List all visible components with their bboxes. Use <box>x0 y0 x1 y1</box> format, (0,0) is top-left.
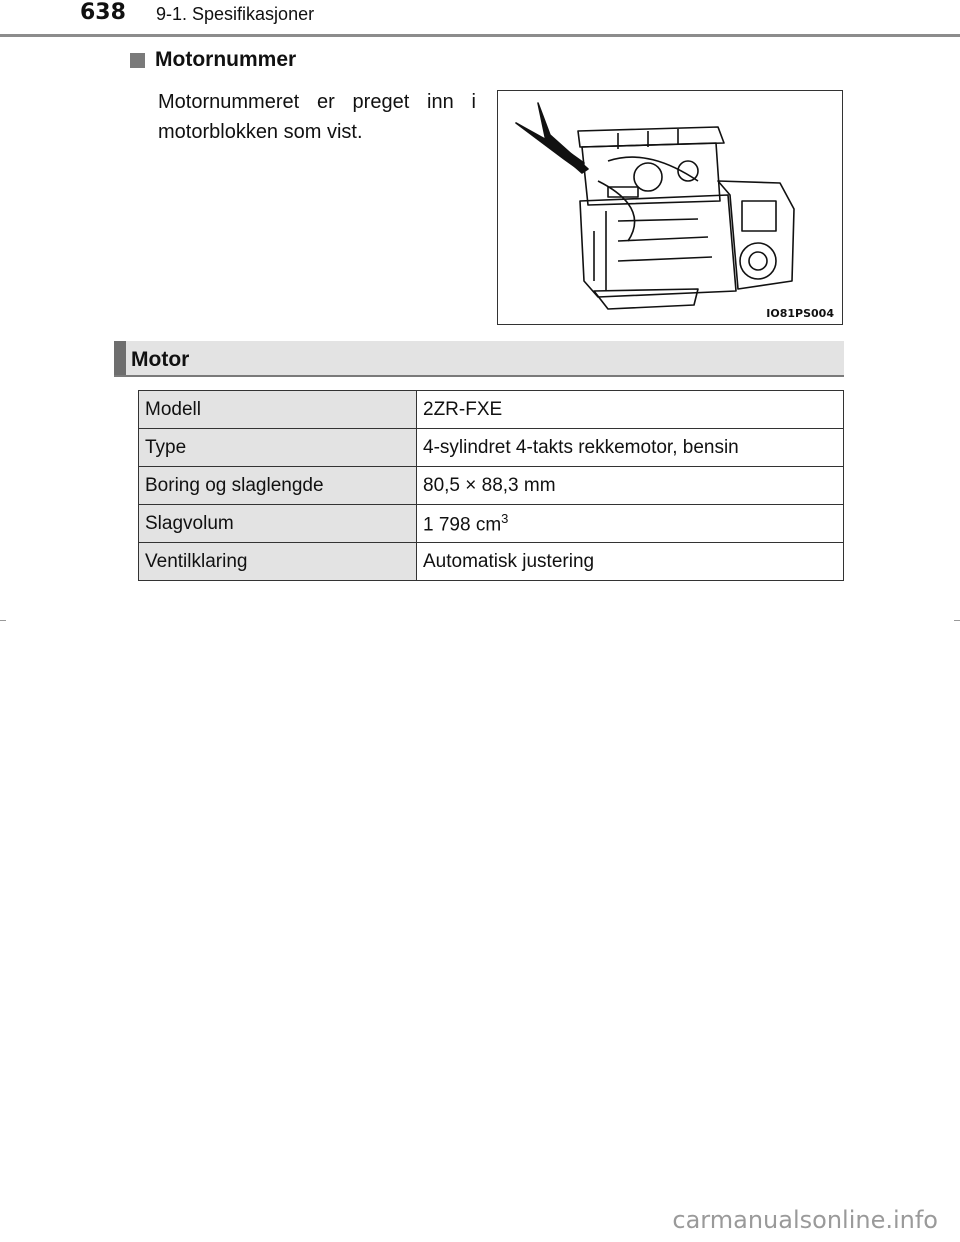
engine-figure <box>497 90 843 325</box>
row-value: 80,5 × 88,3 mm <box>417 467 844 505</box>
motor-spec-table <box>138 390 844 581</box>
bullet-square-icon <box>130 53 145 68</box>
section-title: 9-1. Spesifikasjoner <box>156 4 315 24</box>
table-row <box>139 391 844 429</box>
section-bar <box>114 341 844 377</box>
row-value-text: 1 798 cm <box>423 514 502 536</box>
row-value: Automatisk justering <box>417 543 844 581</box>
figure-code: IO81PS004 <box>766 307 834 320</box>
page-header <box>0 0 960 40</box>
superscript: 3 <box>501 510 509 526</box>
motor-section-title: Motor <box>131 348 190 371</box>
section-bar-accent <box>114 341 126 375</box>
row-value: 2ZR-FXE <box>417 391 844 429</box>
crop-mark <box>0 620 6 621</box>
row-label: Modell <box>139 391 417 429</box>
row-label: Boring og slaglengde <box>139 467 417 505</box>
row-label: Ventilklaring <box>139 543 417 581</box>
row-label: Type <box>139 429 417 467</box>
page-number: 638 <box>80 0 126 25</box>
row-value <box>417 505 844 543</box>
subsection-body: Motornummeret er preget inn i motorblokken som vist. <box>158 91 476 143</box>
table-row <box>139 505 844 543</box>
watermark: carmanualsonline.info <box>672 1206 938 1234</box>
crop-mark <box>954 620 960 621</box>
table-row <box>139 429 844 467</box>
subsection-title: Motornummer <box>155 48 297 71</box>
header-divider <box>0 34 960 37</box>
engine-illustration-icon <box>498 91 841 323</box>
table-row <box>139 467 844 505</box>
table-row <box>139 543 844 581</box>
subsection-heading <box>130 48 296 72</box>
row-value: 4-sylindret 4-takts rekkemotor, bensin <box>417 429 844 467</box>
row-label: Slagvolum <box>139 505 417 543</box>
